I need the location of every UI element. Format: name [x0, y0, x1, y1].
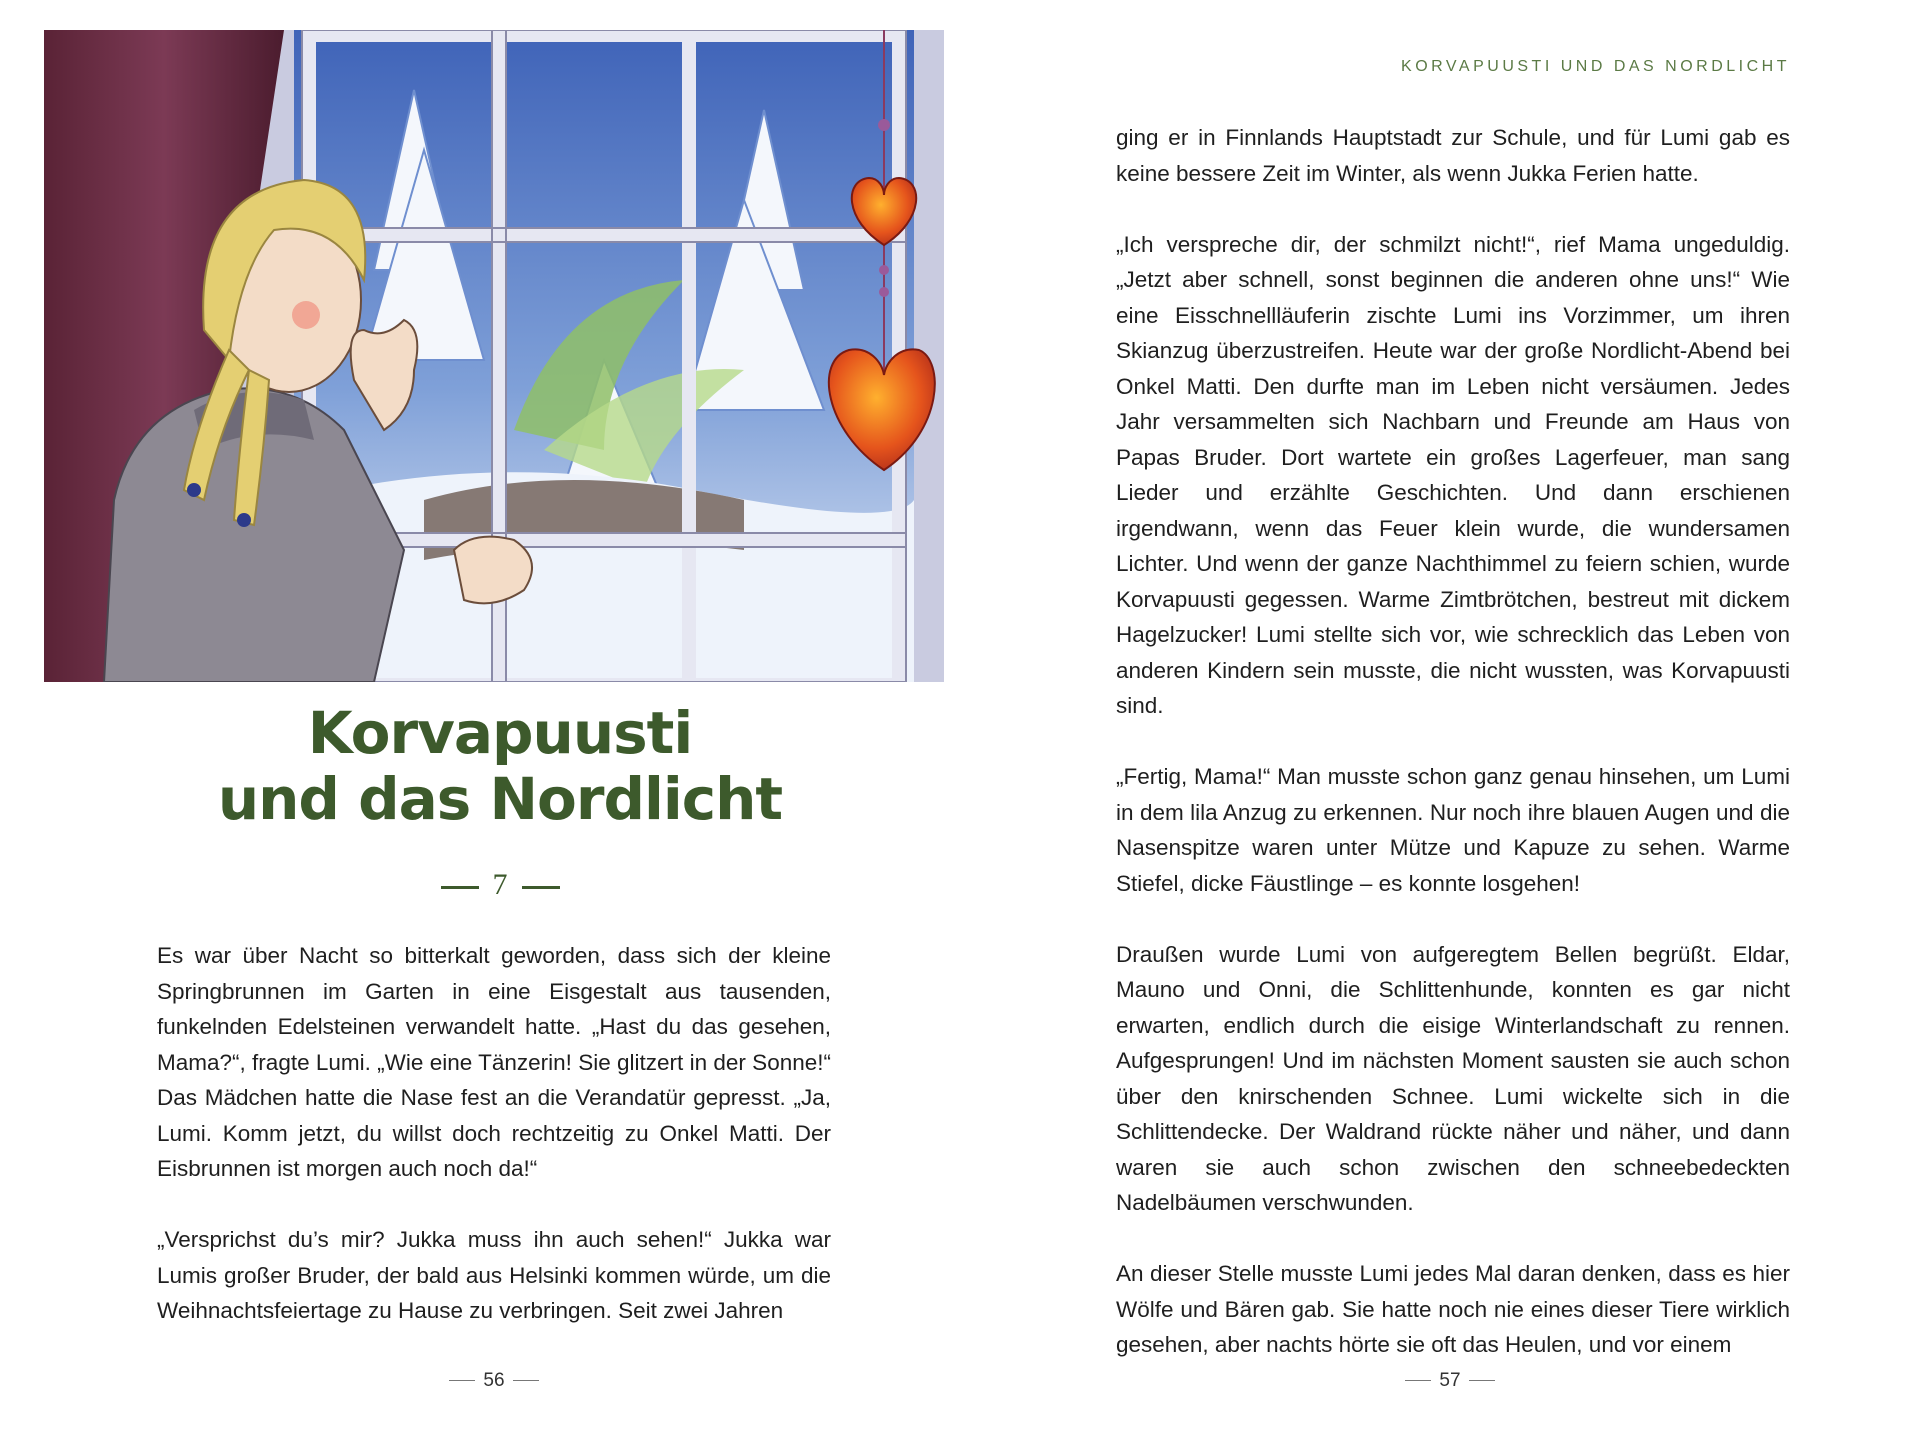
paragraph: „Ich verspreche dir, der schmilzt nicht!“, rief Mama ungeduldig. „Jetzt aber schnell, sonst beginnen die anderen ohne uns!“ Wie eine Eisschnellläuferin zischte Lumi ins Vorzimmer, um ihren Skianzug überzustreifen. Heute war der große Nordlicht-Abend bei Onkel Matti. Den durfte man im Leben nicht versäumen. Jedes Jahr versammelten sich Nachbarn und Freunde am Haus von Papas Bruder. Dort wartete ein großes Lagerfeuer, man sang Lieder und erzählte Geschichten. Und dann erschienen irgendwann, wenn das Feuer klein wurde, die wundersamen Lichter. Und wenn der ganze Nachthimmel zu feiern schien, wurde Korvapuusti gegessen. Warme Zimtbrötchen, bestreut mit dickem Hagelzucker! Lumi stellte sich vor, wie schrecklich das Leben von anderen Kindern sein musste, die nicht wussten, was Korvapuusti sind. [1116, 231, 1790, 718]
left-body-text [157, 938, 831, 1364]
chapter-number-dash-right [522, 886, 560, 889]
chapter-number-dash-left [441, 886, 479, 889]
paragraph: Draußen wurde Lumi von aufgeregtem Bellen begrüßt. Eldar, Mauno und Onni, die Schlittenhunde, konnten es gar nicht erwarten, endlich durch die eisige Winterlandschaft zu rennen. Aufgesprungen! Und im nächsten Moment sausten sie auch schon über den knirschenden Schnee. Lumi wickelte sich in die Schlittendecke. Der Waldrand rückte näher und näher, und dann waren sie auch schon zwischen den schneebedeckten Nadelbäumen verschwunden. [1116, 941, 1790, 1215]
chapter-number [0, 868, 1000, 902]
folio-rule [449, 1380, 475, 1381]
page-number-left [394, 1370, 594, 1392]
paragraph: „Versprichst du’s mir? Jukka muss ihn auch sehen!“ Jukka war Lumis großer Bruder, der bald aus Helsinki kommen würde, um die Weihnachtsfeiertage zu Hause zu verbringen. Seit zwei Jahren [157, 1227, 831, 1323]
right-body-text [1116, 120, 1790, 1398]
folio-rule [1405, 1380, 1431, 1381]
paragraph: Es war über Nacht so bitterkalt geworden, dass sich der kleine Springbrunnen im Garten in eine Eisgestalt aus tausenden, funkelnden Edelsteinen verwandelt hatte. „Hast du das gesehen, Mama?“, fragte Lumi. „Wie eine Tänzerin! Sie glitzert in der Sonne!“ Das Mädchen hatte die Nase fest an die Verandatür gepresst. „Ja, Lumi. Komm jetzt, du willst doch rechtzeitig zu Onkel Matti. Der Eisbrunnen ist morgen auch noch da!“ [157, 943, 831, 1181]
page-number-right [1350, 1370, 1550, 1392]
folio-rule [513, 1380, 539, 1381]
running-head: KORVAPUUSTI UND DAS NORDLICHT [1401, 58, 1790, 75]
folio-rule [1469, 1380, 1495, 1381]
page-number-value: 56 [483, 1370, 505, 1391]
chapter-title-line-1: Korvapuusti [307, 699, 693, 767]
chapter-number-value: 7 [492, 868, 508, 901]
chapter-title-line-2: und das Nordlicht [217, 765, 783, 833]
paragraph: „Fertig, Mama!“ Man musste schon ganz genau hinsehen, um Lumi in dem lila Anzug zu erkennen. Nur noch ihre blauen Augen und die Nasenspitze waren unter Mütze und Kapuze zu sehen. Warme Stiefel, dicke Fäustlinge – es konnte losgehen! [1116, 764, 1790, 896]
paragraph: An dieser Stelle musste Lumi jedes Mal daran denken, dass es hier Wölfe und Bären gab. Sie hatte noch nie eines dieser Tiere wirklich gesehen, aber nachts hörte sie oft das Heulen, und vor einem [1116, 1261, 1790, 1357]
page-number-value: 57 [1439, 1370, 1461, 1391]
chapter-title [0, 700, 1000, 832]
paragraph: ging er in Finnlands Hauptstadt zur Schule, und für Lumi gab es keine bessere Zeit im Winter, als wenn Jukka Ferien hatte. [1116, 125, 1790, 186]
watercolor-illustration-girl-at-window [44, 30, 944, 682]
